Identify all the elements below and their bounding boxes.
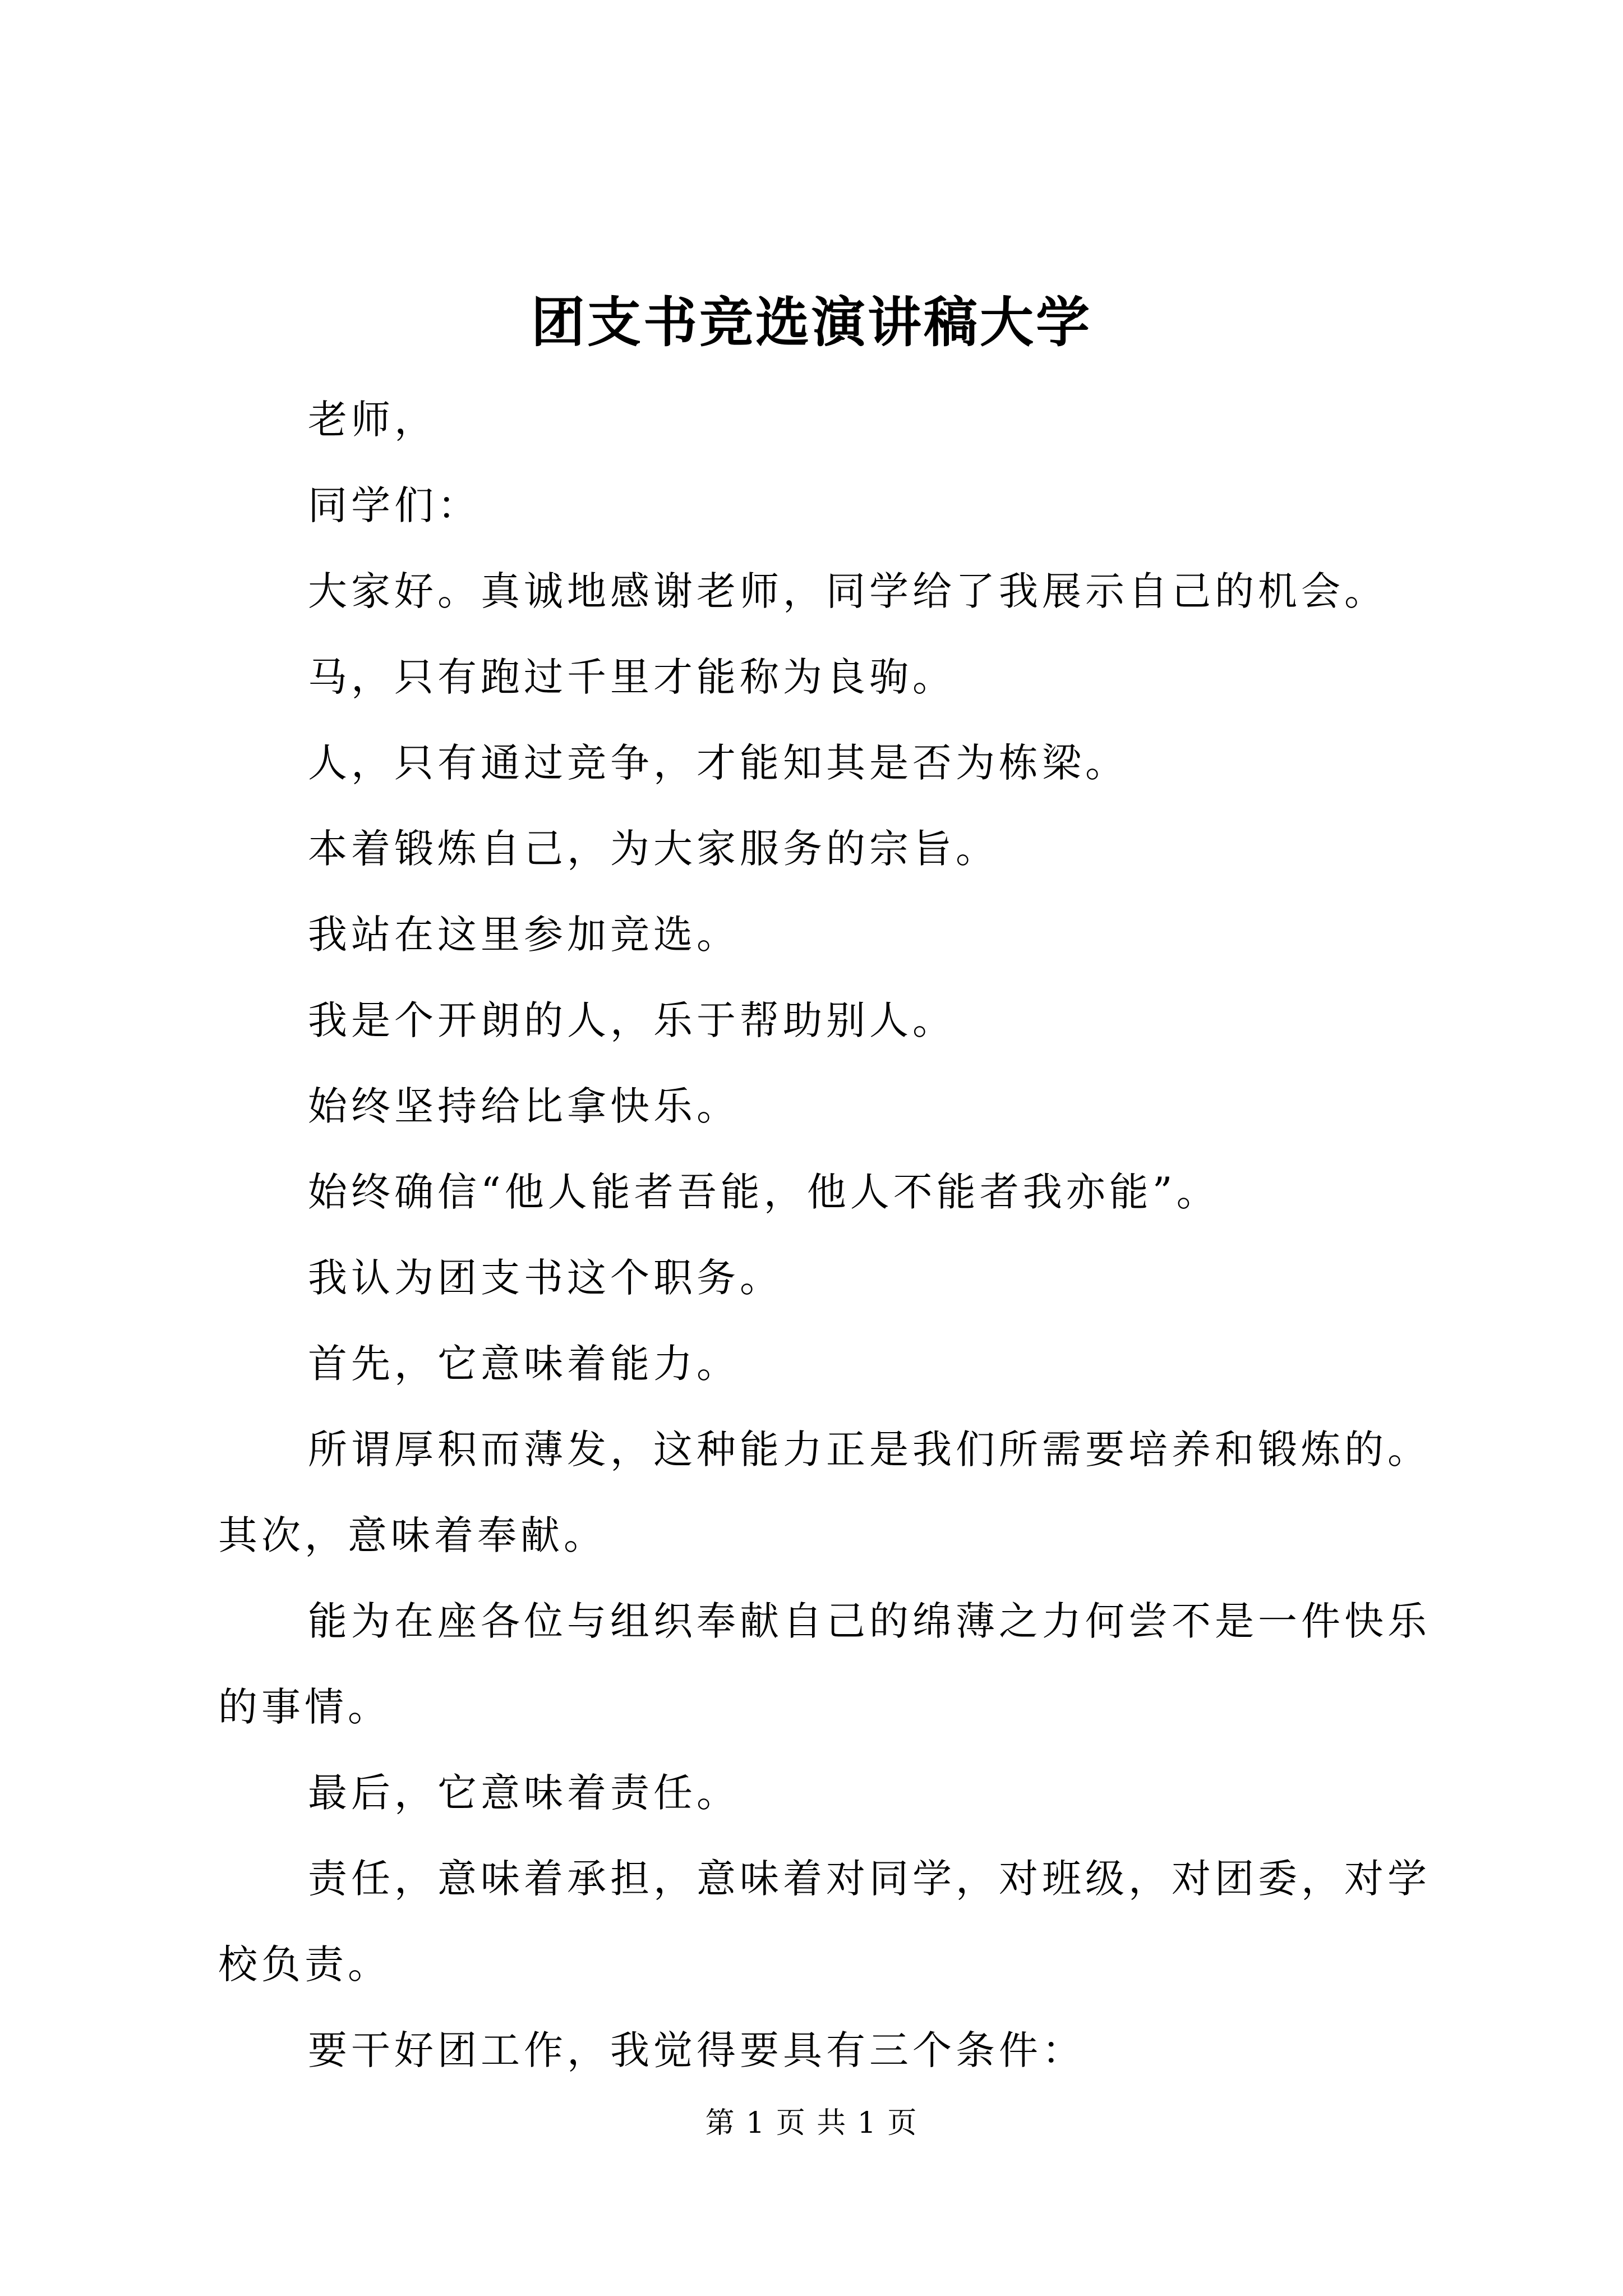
paragraph: 责任，意味着承担，意味着对同学，对班级，对团委，对学校负责。 [218,1856,1431,1987]
paragraph: 所谓厚积而薄发，这种能力正是我们所需要培养和锻炼的。其次，意味着奉献。 [218,1427,1431,1558]
paragraph: 人，只有通过竞争，才能知其是否为栋梁。 [308,740,1128,786]
paragraph: 本着锻炼自己，为大家服务的宗旨。 [308,826,999,872]
document-title: 团支书竞选演讲稿大学 [531,291,1092,354]
paragraph: 马，只有跑过千里才能称为良驹。 [308,654,956,700]
paragraph: 要干好团工作，我觉得要具有三个条件： [308,2027,1085,2073]
paragraph: 老师， [308,397,437,443]
paragraph: 同学们： [308,482,481,528]
paragraph: 我认为团支书这个职务。 [308,1255,783,1301]
paragraph: 大家好。真诚地感谢老师，同学给了我展示自己的机会。 [308,568,1387,614]
paragraph: 最后，它意味着责任。 [308,1770,740,1816]
paragraph: 首先，它意味着能力。 [308,1341,740,1387]
page-footer: 第 1 页 共 1 页 [705,2106,918,2140]
paragraph: 始终坚持给比拿快乐。 [308,1083,740,1129]
document-body [218,377,1463,2093]
paragraph: 我是个开朗的人，乐于帮助别人。 [308,997,956,1043]
paragraph: 能为在座各位与组织奉献自己的绵薄之力何尝不是一件快乐的事情。 [218,1598,1431,1730]
paragraph: 我站在这里参加竞选。 [308,912,740,958]
paragraph: 始终确信“他人能者吾能，他人不能者我亦能”。 [308,1169,1220,1215]
